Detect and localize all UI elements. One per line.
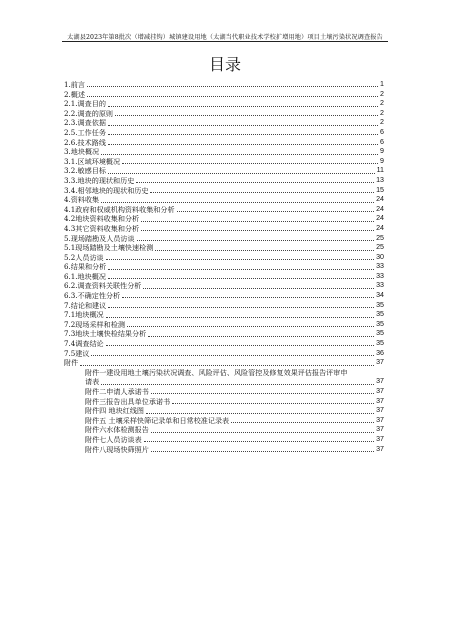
toc-entry-label: 7.结论和建议 [64, 300, 107, 310]
toc-entry-label: 3.地块概况 [64, 147, 100, 157]
dot-leader [137, 240, 374, 241]
dot-leader [141, 230, 374, 231]
toc-entry-page: 9 [380, 156, 384, 165]
toc-entry[interactable] [64, 176, 384, 186]
toc-entry-page: 25 [376, 243, 384, 252]
toc-entry-page: 24 [376, 223, 384, 232]
toc-entry[interactable] [64, 358, 384, 368]
toc-entry[interactable] [64, 425, 384, 435]
toc-entry-page: 6 [380, 137, 384, 146]
toc-entry[interactable] [64, 195, 384, 205]
dot-leader [144, 441, 374, 442]
toc-entry-label: 附件七人员访谈表 [85, 434, 142, 444]
header-rule [62, 41, 388, 42]
dot-leader [151, 451, 374, 452]
toc-entry-label: 2.5.工作任务 [64, 127, 106, 137]
toc-entry[interactable] [64, 109, 384, 119]
toc-entry-label: 5.1现场踏勘及土壤快速检测 [64, 243, 154, 253]
toc-entry-label: 5.2人员访谈 [64, 252, 104, 262]
dot-leader [106, 259, 374, 260]
toc-entry[interactable] [64, 339, 384, 349]
toc-entry-page: 35 [376, 319, 384, 328]
toc-entry[interactable] [64, 118, 384, 128]
toc-entry-label: 6.结果和分析 [64, 262, 107, 272]
dot-leader [108, 173, 375, 174]
toc-entry[interactable] [64, 329, 384, 339]
dot-leader [108, 278, 374, 279]
toc-entry[interactable] [64, 387, 384, 397]
dot-leader [87, 86, 378, 87]
dot-leader [108, 269, 374, 270]
toc-entry-label: 3.4.相邻地块的现状和历史 [64, 185, 149, 195]
dot-leader [101, 384, 374, 385]
toc-entry[interactable] [64, 310, 384, 320]
toc-entry-label: 4.1政府和权威机构资料收集和分析 [64, 204, 175, 214]
toc-entry[interactable] [64, 90, 384, 100]
dot-leader [101, 202, 374, 203]
toc-entry[interactable] [64, 224, 384, 234]
toc-entry-label: 6.1.地块概况 [64, 271, 106, 281]
toc-entry-label: 附件四 地块红线图 [85, 406, 145, 416]
dot-leader [146, 413, 374, 414]
toc-entry[interactable] [64, 99, 384, 109]
dot-leader [87, 96, 378, 97]
toc-entry[interactable] [64, 214, 384, 224]
toc-entry[interactable] [64, 234, 384, 244]
toc-entry-label: 6.2.调查资料关联性分析 [64, 281, 142, 291]
dot-leader [101, 154, 378, 155]
dot-leader [115, 115, 378, 116]
toc-entry[interactable] [64, 253, 384, 263]
table-of-contents [64, 80, 384, 454]
toc-entry-page: 35 [376, 329, 384, 338]
toc-entry-label: 3.1.区域环境概况 [64, 156, 121, 166]
toc-entry-page: 30 [376, 252, 384, 261]
toc-entry-label: 7.5建议 [64, 348, 90, 358]
toc-entry[interactable] [64, 435, 384, 445]
toc-entry-label: 2.3.调查依据 [64, 118, 106, 128]
toc-entry-page: 34 [376, 291, 384, 300]
toc-entry-page: 15 [376, 185, 384, 194]
toc-entry-page: 2 [380, 118, 384, 127]
toc-entry-label: 2.1.调查目的 [64, 99, 106, 109]
dot-leader [143, 288, 374, 289]
toc-entry-label: 附件 [64, 358, 79, 368]
toc-entry-label: 5.现场踏勘及人员访谈 [64, 233, 135, 243]
toc-entry[interactable] [64, 243, 384, 253]
toc-entry-label: 附件三报告出具单位承诺书 [85, 396, 171, 406]
dot-leader [108, 307, 374, 308]
dot-leader [172, 403, 374, 404]
toc-entry[interactable] [64, 128, 384, 138]
toc-entry-page: 1 [380, 80, 384, 88]
toc-entry-page: 37 [376, 396, 384, 405]
toc-title: 目录 [208, 55, 241, 74]
dot-leader [148, 336, 374, 337]
running-header: 太湖县2023年第8批次（增减挂钩）城镇建设用地（太湖当代职业技术学校扩增用地）项目土壤污染状况调查报告 [67, 34, 383, 41]
dot-leader [127, 326, 374, 327]
toc-entry[interactable] [64, 272, 384, 282]
toc-entry-page: 2 [380, 108, 384, 117]
toc-entry-label: 7.2现场采样和检测 [64, 319, 125, 329]
toc-entry[interactable] [64, 205, 384, 215]
toc-entry[interactable] [64, 138, 384, 148]
toc-entry[interactable] [64, 320, 384, 330]
dot-leader [177, 211, 375, 212]
toc-entry-page: 37 [376, 444, 384, 453]
toc-entry-page: 33 [376, 281, 384, 290]
toc-entry-page: 35 [376, 310, 384, 319]
toc-entry-label: 附件二申请人承诺书 [85, 387, 149, 396]
dot-leader [108, 106, 378, 107]
toc-entry[interactable] [64, 406, 384, 416]
dot-leader [150, 192, 374, 193]
toc-entry[interactable] [64, 416, 384, 426]
dot-leader [80, 365, 374, 366]
dot-leader [106, 317, 374, 318]
toc-entry-label: 2.概述 [64, 89, 85, 99]
dot-leader [231, 422, 374, 423]
toc-entry-label: 4.3其它资料收集和分析 [64, 223, 140, 233]
toc-entry[interactable] [64, 397, 384, 407]
toc-entry[interactable] [64, 445, 384, 455]
dot-leader [151, 393, 374, 394]
toc-entry-page: 6 [380, 127, 384, 136]
toc-entry-label: 3.3.地块的现状和历史 [64, 175, 135, 185]
toc-entry-page: 24 [376, 204, 384, 213]
toc-entry-page: 24 [376, 214, 384, 223]
toc-entry[interactable] [64, 80, 384, 90]
toc-entry[interactable] [64, 281, 384, 291]
toc-entry-label: 2.6.技术路线 [64, 137, 106, 147]
toc-entry-label: 1.前言 [64, 80, 85, 89]
toc-entry-page: 37 [376, 406, 384, 415]
toc-entry[interactable] [64, 147, 384, 157]
toc-entry[interactable] [64, 349, 384, 359]
dot-leader [136, 182, 374, 183]
dot-leader [106, 345, 374, 346]
toc-entry-label: 附件一建设用地土壤污染状况调查、风险评估、风险管控及修复效果评估报告评审申 [85, 367, 348, 377]
toc-entry-label: 4.2地块资料收集和分析 [64, 214, 140, 224]
toc-entry-page: 13 [376, 175, 384, 184]
toc-entry-label: 3.2.敏感目标 [64, 166, 106, 176]
dot-leader [108, 134, 378, 135]
dot-leader [141, 221, 374, 222]
toc-entry[interactable] [64, 368, 384, 387]
toc-entry-page: 37 [376, 387, 384, 395]
toc-entry-page: 24 [376, 195, 384, 204]
toc-entry-label: 4.资料收集 [64, 195, 100, 205]
toc-entry-page: 11 [376, 166, 384, 175]
toc-entry[interactable] [64, 291, 384, 301]
dot-leader [122, 297, 374, 298]
dot-leader [108, 144, 378, 145]
toc-entry-label: 2.2.调查的原则 [64, 108, 114, 118]
toc-entry-page: 37 [376, 358, 384, 367]
dot-leader [122, 163, 378, 164]
toc-entry[interactable] [64, 301, 384, 311]
toc-entry-label: 附件六水体检测报告 [85, 425, 149, 435]
toc-entry[interactable] [64, 166, 384, 176]
toc-entry-page: 2 [380, 89, 384, 98]
toc-entry-page: 9 [380, 147, 384, 156]
toc-entry-page: 33 [376, 262, 384, 271]
toc-entry-page: 35 [376, 339, 384, 348]
toc-entry[interactable] [64, 157, 384, 167]
toc-entry-page: 25 [376, 233, 384, 242]
dot-leader [91, 355, 374, 356]
toc-entry-page: 33 [376, 271, 384, 280]
toc-entry-label: 附件八现场快筛照片 [85, 444, 149, 454]
toc-entry-label: 6.3.不确定性分析 [64, 291, 121, 301]
toc-entry-label: 附件五 土壤采样快筛记录单和日常校准记录表 [85, 415, 230, 425]
dot-leader [155, 250, 374, 251]
toc-entry-label-continued: 请表 [85, 377, 100, 387]
dot-leader [151, 432, 374, 433]
toc-entry-label: 7.4调查结论 [64, 339, 104, 349]
toc-entry-page: 36 [376, 348, 384, 357]
toc-entry-label: 7.1地块概况 [64, 310, 104, 320]
toc-entry-page: 37 [376, 377, 384, 386]
toc-entry-page: 2 [380, 99, 384, 108]
toc-entry-label: 7.3地块土壤快检结果分析 [64, 329, 147, 339]
toc-entry-page: 37 [376, 415, 384, 424]
toc-entry-page: 35 [376, 300, 384, 309]
toc-entry-page: 37 [376, 425, 384, 434]
toc-entry[interactable] [64, 186, 384, 196]
toc-entry-page: 37 [376, 434, 384, 443]
toc-entry[interactable] [64, 262, 384, 272]
dot-leader [108, 125, 378, 126]
